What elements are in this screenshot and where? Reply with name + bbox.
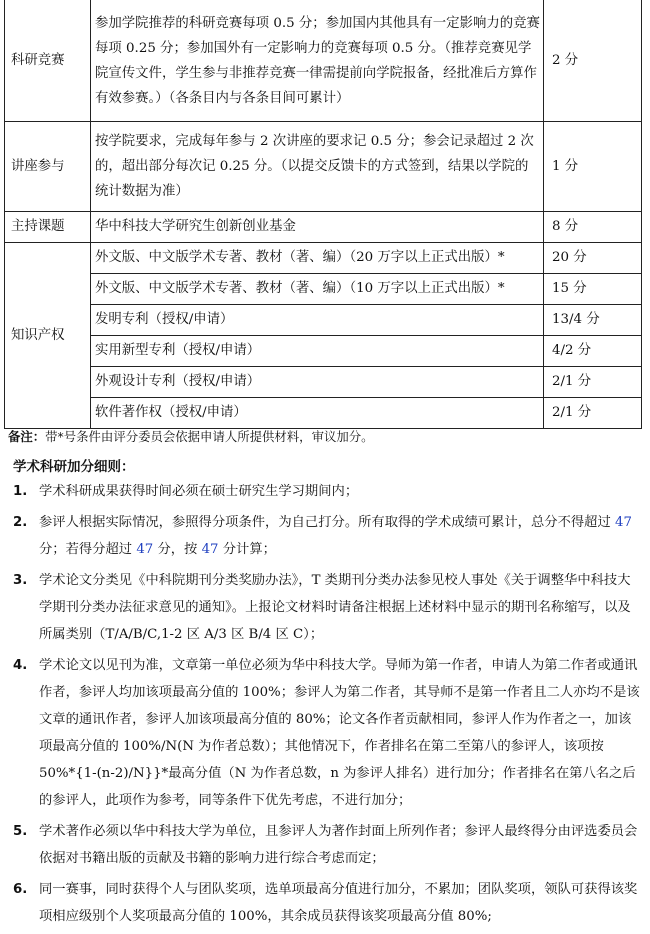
note-label: 备注：	[8, 429, 46, 444]
item-text: 学术科研成果获得时间必须在硕士研究生学习期间内；	[39, 484, 359, 499]
item-number: 6.	[13, 882, 28, 897]
item-number: 1.	[13, 484, 28, 499]
item-text: 学术论文以见刊为准，文章第一单位必须为华中科技大学。导师为第一作者，申请人为第二作者或通讯作者，参评人均加该项最高分值的 100%；参评人为第二作者，其导师不是第一作者且二人亦均不是该文章的通讯作者，参评人加该项最高分值的 80%；论文各作者贡献相同，参评人作为作者之一，加该项最高分值的 100%/N(N 为作者总数）；其他情况下，作者排名在第二至第八的参评人，该项按 50%*{1-(n-2)/N}}*最高分值（N 为作者总数，n 为参评人排名）进行加分；作者排名在第八名之后的参评人，此项作为参考，同等条件下优先考虑，不进行加分；	[39, 658, 640, 808]
points-cell: 15 分	[544, 274, 642, 305]
list-item	[13, 478, 643, 505]
category-cell: 科研竞赛	[5, 0, 91, 122]
item-text: 分；若得分超过	[39, 542, 137, 557]
table-row	[5, 398, 642, 429]
item-number: 2.	[13, 515, 28, 530]
table-row	[5, 122, 642, 212]
score-limit-value: 47	[136, 542, 154, 557]
points-cell: 2 分	[544, 0, 642, 122]
points-cell: 1 分	[544, 122, 642, 212]
list-item	[13, 876, 643, 930]
table-row	[5, 336, 642, 367]
table-note	[8, 427, 374, 445]
list-item	[13, 652, 643, 814]
table-row	[5, 367, 642, 398]
points-cell: 2/1 分	[544, 398, 642, 429]
description-cell: 软件著作权（授权/申请）	[91, 398, 544, 429]
table-row	[5, 0, 642, 122]
score-limit-value: 47	[615, 515, 632, 530]
points-cell: 2/1 分	[544, 367, 642, 398]
rules-list	[13, 478, 643, 934]
score-limit-value: 47	[201, 542, 219, 557]
item-text: 分，按	[153, 542, 202, 557]
description-cell: 外文版、中文版学术专著、教材（著、编）（10 万字以上正式出版）*	[91, 274, 544, 305]
item-number: 5.	[13, 824, 28, 839]
note-text: 带*号条件由评分委员会依据申请人所提供材料，审议加分。	[45, 429, 374, 444]
item-number: 4.	[13, 658, 28, 673]
item-text: 分计算；	[218, 542, 276, 557]
list-item	[13, 509, 643, 563]
table-row	[5, 274, 642, 305]
description-cell: 发明专利（授权/申请）	[91, 305, 544, 336]
item-text: 参评人根据实际情况，参照得分项条件，为自己打分。所有取得的学术成绩可累计，总分不得超过	[39, 515, 615, 530]
category-cell: 知识产权	[5, 243, 91, 429]
section-title: 学术科研加分细则：	[13, 459, 135, 475]
item-text: 学术著作必须以华中科技大学为单位，且参评人为著作封面上所列作者；参评人最终得分由评选委员会依据对书籍出版的贡献及书籍的影响力进行综合考虑而定；	[39, 824, 638, 866]
points-cell: 4/2 分	[544, 336, 642, 367]
category-cell: 主持课题	[5, 212, 91, 243]
description-cell: 参加学院推荐的科研竞赛每项 0.5 分；参加国内其他具有一定影响力的竞赛每项 0.25 分；参加国外有一定影响力的竞赛每项 0.5 分。（推荐竞赛见学院宣传文件，学生参与非推荐竞赛一律需提前向学院报备，经批准后方算作有效参赛。）（各条目内与各条目间可累计）	[91, 0, 544, 122]
description-cell: 实用新型专利（授权/申请）	[91, 336, 544, 367]
points-cell: 8 分	[544, 212, 642, 243]
table-row	[5, 212, 642, 243]
list-item	[13, 567, 643, 648]
item-number: 3.	[13, 573, 28, 588]
category-cell: 讲座参与	[5, 122, 91, 212]
table-row	[5, 243, 642, 274]
scoring-table	[4, 0, 642, 429]
table-row	[5, 305, 642, 336]
description-cell: 外文版、中文版学术专著、教材（著、编）（20 万字以上正式出版）*	[91, 243, 544, 274]
item-text: 学术论文分类见《中科院期刊分类奖励办法》，T 类期刊分类办法参见校人事处《关于调整华中科技大学期刊分类办法征求意见的通知》。上报论文材料时请备注根据上述材料中显示的期刊名称缩写，以及所属类别（T/A/B/C,1-2 区 A/3 区 B/4 区 C）；	[39, 573, 631, 642]
description-cell: 华中科技大学研究生创新创业基金	[91, 212, 544, 243]
points-cell: 20 分	[544, 243, 642, 274]
description-cell: 外观设计专利（授权/申请）	[91, 367, 544, 398]
points-cell: 13/4 分	[544, 305, 642, 336]
list-item	[13, 818, 643, 872]
description-cell: 按学院要求，完成每年参与 2 次讲座的要求记 0.5 分；参会记录超过 2 次的，超出部分每次记 0.25 分。（以提交反馈卡的方式签到，结果以学院的统计数据为准）	[91, 122, 544, 212]
item-text: 同一赛事，同时获得个人与团队奖项，选单项最高分值进行加分，不累加；团队奖项，领队可获得该奖项相应级别个人奖项最高分值的 100%，其余成员获得该奖项最高分值 80%;	[39, 882, 638, 924]
